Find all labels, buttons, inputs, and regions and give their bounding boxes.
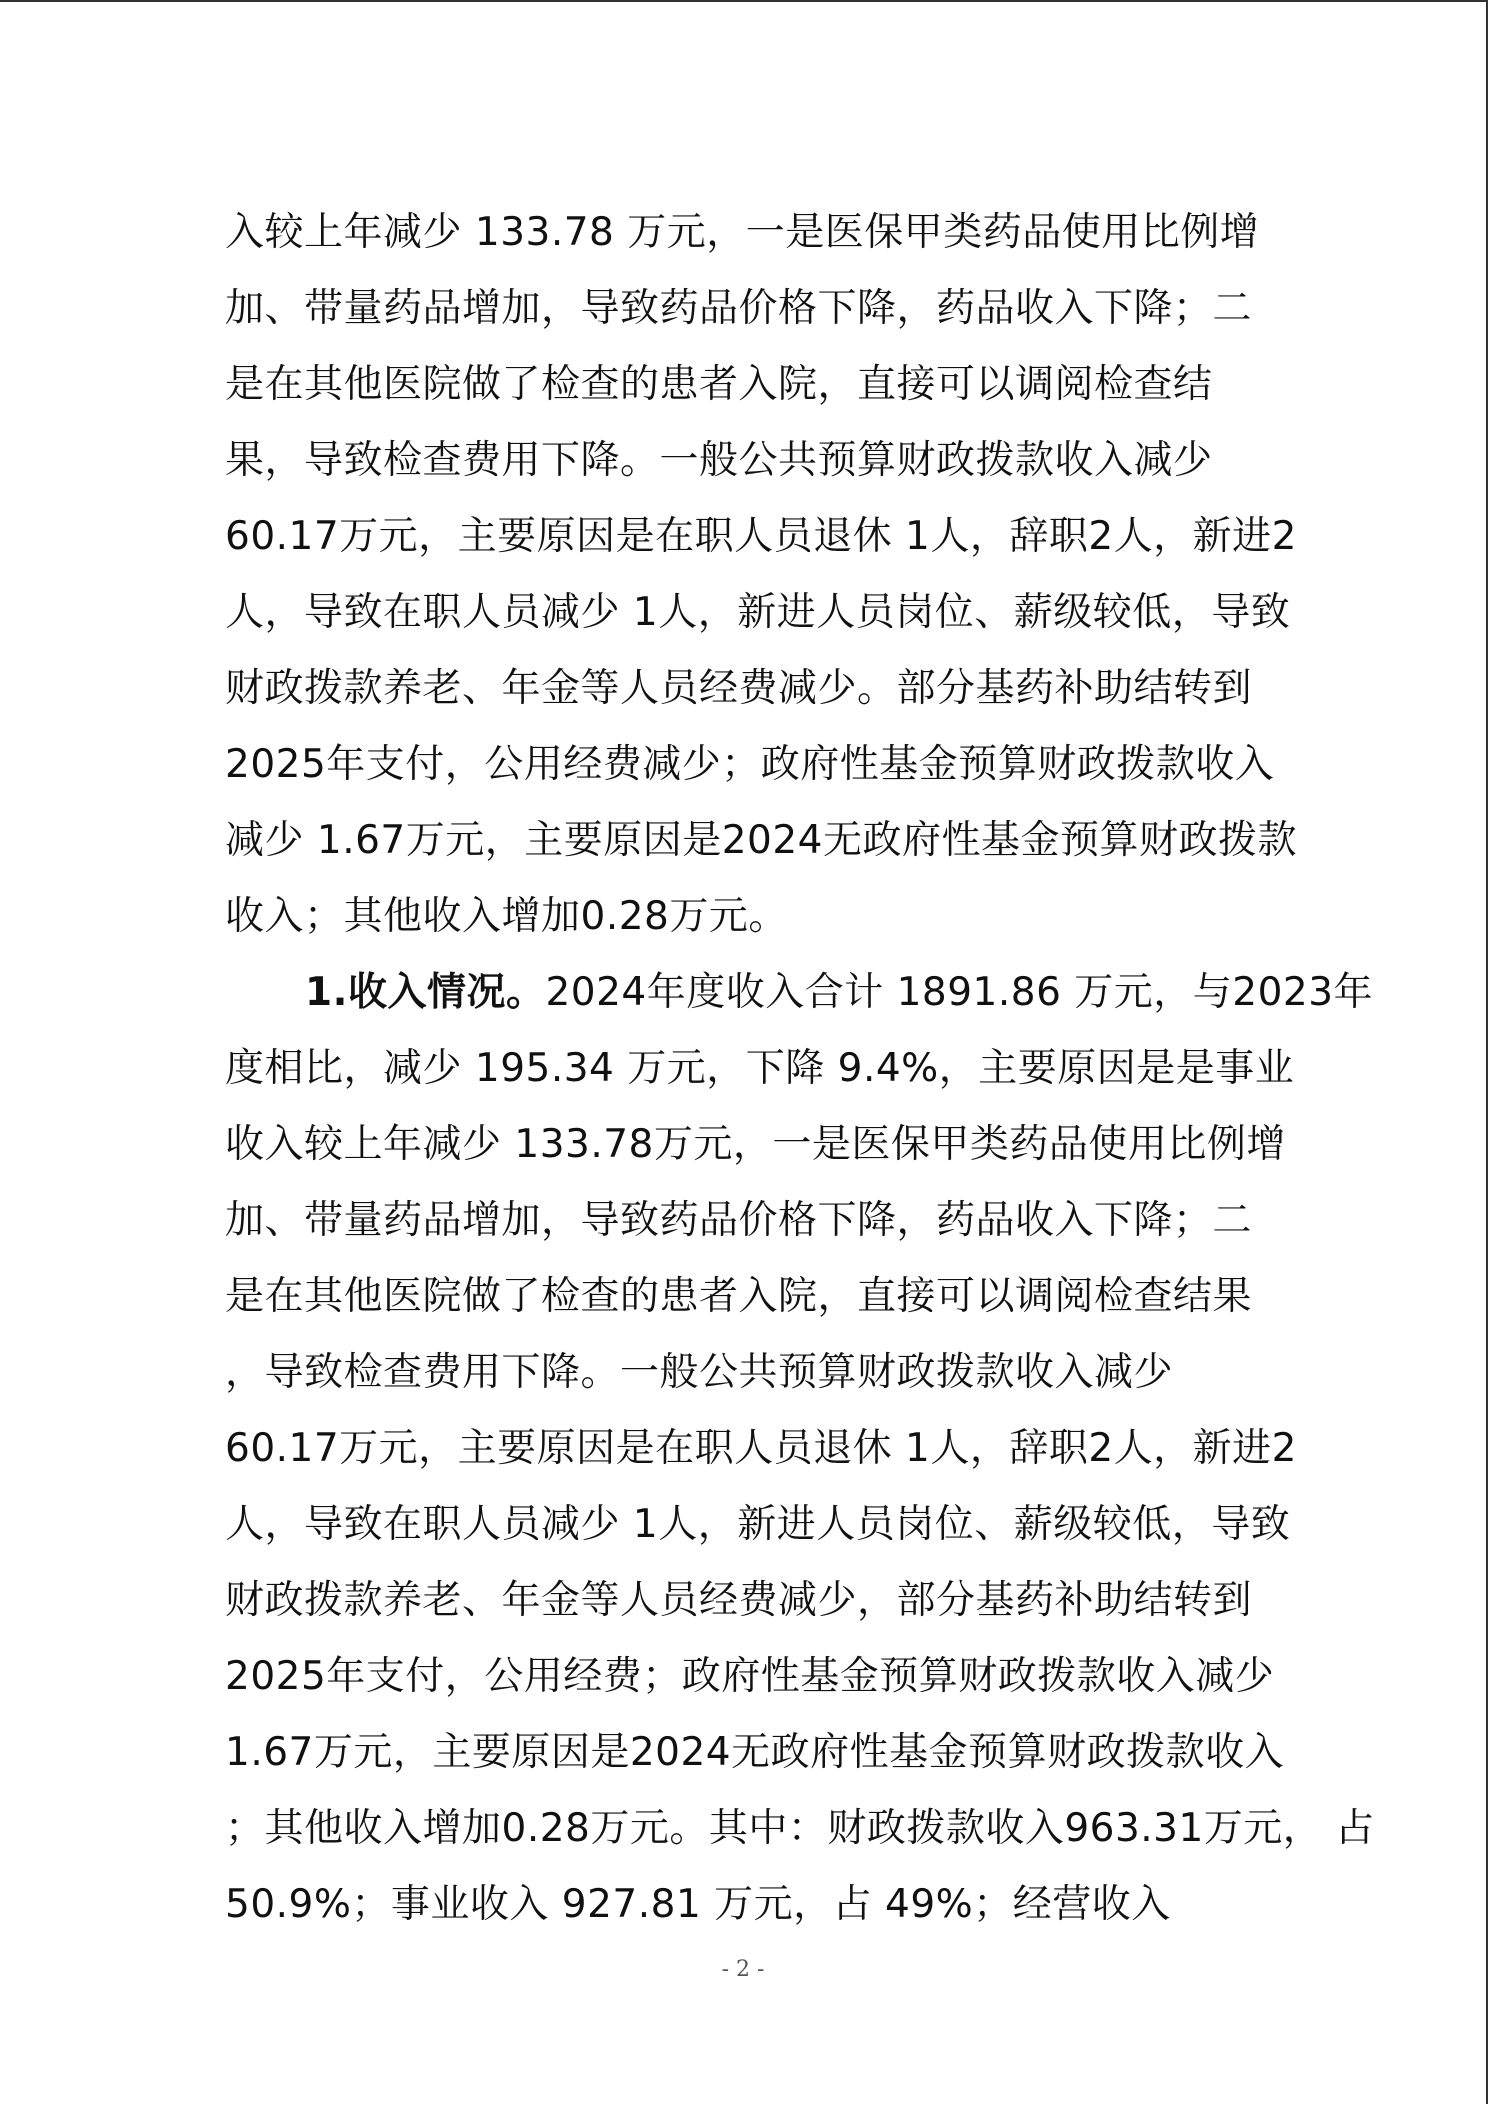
- paragraph-line: 是在其他医院做了检查的患者入院，直接可以调阅检查结: [225, 362, 1213, 407]
- paragraph-line: ；其他收入增加0.28万元。其中：财政拨款收入963.31万元， 占: [225, 1806, 1375, 1851]
- paragraph-line: 财政拨款养老、年金等人员经费减少。部分基药补助结转到: [225, 666, 1253, 711]
- paragraph-line: 人，导致在职人员减少 1人，新进人员岗位、薪级较低，导致: [225, 590, 1291, 635]
- paragraph-line: 减少 1.67万元，主要原因是2024无政府性基金预算财政拨款: [225, 818, 1297, 863]
- paragraph-line: 果，导致检查费用下降。一般公共预算财政拨款收入减少: [225, 438, 1213, 483]
- paragraph-line: 人，导致在职人员减少 1人，新进人员岗位、薪级较低，导致: [225, 1502, 1291, 1547]
- paragraph-line: 收入；其他收入增加0.28万元。: [225, 894, 788, 939]
- paragraph-line: 2025年支付，公用经费减少；政府性基金预算财政拨款收入: [225, 742, 1275, 787]
- paragraph-first-line: [305, 968, 1373, 1018]
- paragraph-line: 加、带量药品增加，导致药品价格下降，药品收入下降；二: [225, 1198, 1253, 1243]
- paragraph-line: 财政拨款养老、年金等人员经费减少，部分基药补助结转到: [225, 1578, 1253, 1623]
- paragraph-line: 是在其他医院做了检查的患者入院，直接可以调阅检查结果: [225, 1274, 1253, 1319]
- paragraph-line: 60.17万元，主要原因是在职人员退休 1人，辞职2人，新进2: [225, 514, 1297, 559]
- paragraph-line: 收入较上年减少 133.78万元，一是医保甲类药品使用比例增: [225, 1122, 1286, 1167]
- paragraph-line: 60.17万元，主要原因是在职人员退休 1人，辞职2人，新进2: [225, 1426, 1297, 1471]
- paragraph-line: ，导致检查费用下降。一般公共预算财政拨款收入减少: [225, 1350, 1174, 1395]
- paragraph-line: 1.67万元，主要原因是2024无政府性基金预算财政拨款收入: [225, 1730, 1285, 1775]
- paragraph-line: 50.9%；事业收入 927.81 万元，占 49%；经营收入: [225, 1882, 1171, 1927]
- section-heading: 1.收入情况。: [305, 970, 546, 1015]
- paragraph-text: 2024年度收入合计 1891.86 万元，与2023年: [545, 970, 1374, 1015]
- paragraph-line: 加、带量药品增加，导致药品价格下降，药品收入下降；二: [225, 286, 1253, 331]
- paragraph-line: 2025年支付，公用经费；政府性基金预算财政拨款收入减少: [225, 1654, 1275, 1699]
- page-number: - 2 -: [721, 1957, 765, 1982]
- paragraph-line: 入较上年减少 133.78 万元，一是医保甲类药品使用比例增: [225, 210, 1260, 255]
- paragraph-line: 度相比，减少 195.34 万元，下降 9.4%，主要原因是是事业: [225, 1046, 1295, 1091]
